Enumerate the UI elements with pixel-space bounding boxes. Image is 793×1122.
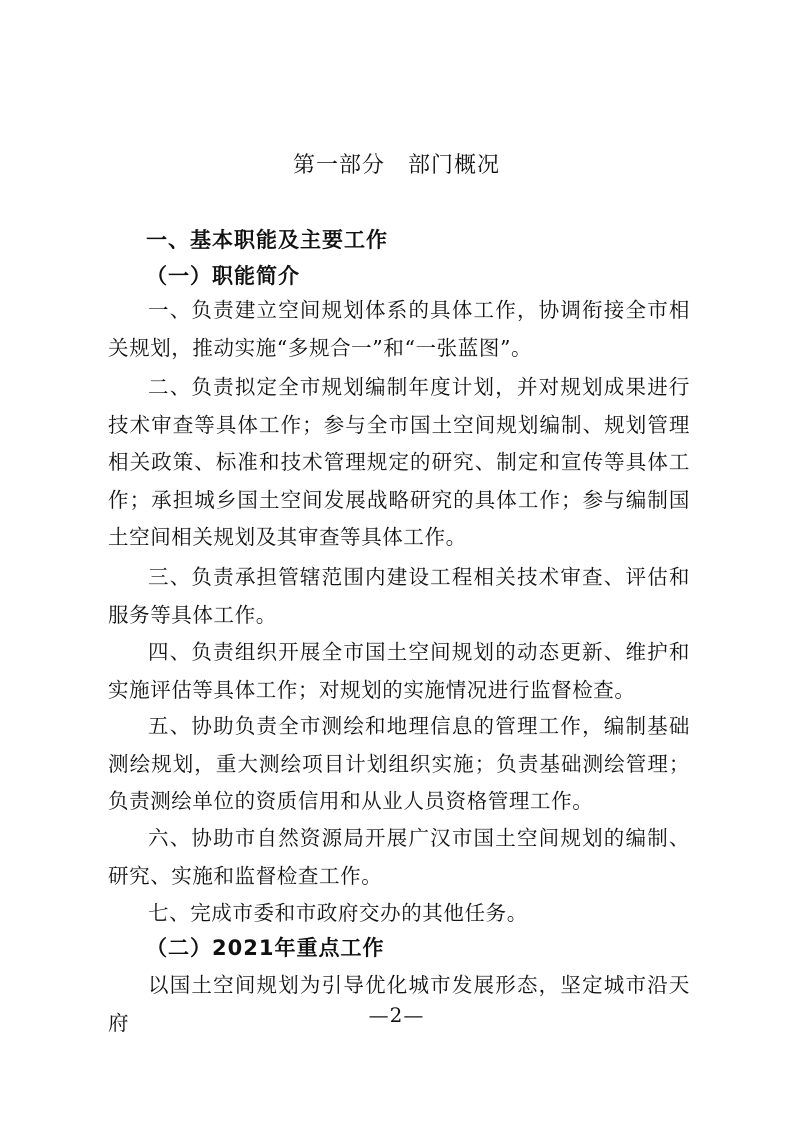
- paragraph-duty-6: 六、协助市自然资源局开展广汉市国土空间规划的编制、研究、实施和监督检查工作。: [108, 826, 690, 888]
- paragraph-key-work: 以国土空间规划为引导优化城市发展形态，坚定城市沿天府: [108, 973, 690, 1035]
- page-number: —2—: [368, 1003, 425, 1027]
- subsection-heading-functions: （一）职能简介: [146, 264, 300, 288]
- paragraph-duty-3: 三、负责承担管辖范围内建设工程相关技术审查、评估和服务等具体工作。: [108, 565, 690, 627]
- paragraph-duty-5: 五、协助负责全市测绘和地理信息的管理工作，编制基础测绘规划，重大测绘项目计划组织实施；负责基础测绘管理；负责测绘单位的资质信用和从业人员资格管理工作。: [108, 714, 690, 813]
- subsection-heading-key-work: （二）2021年重点工作: [146, 936, 385, 960]
- section-heading: 一、基本职能及主要工作: [146, 228, 388, 252]
- paragraph-duty-1: 一、负责建立空间规划体系的具体工作，协调衔接全市相关规划，推动实施“多规合一”和“一张蓝图”。: [108, 298, 690, 360]
- part-title: 第一部分 部门概况: [292, 153, 500, 178]
- paragraph-duty-7: 七、完成市委和市政府交办的其他任务。: [148, 901, 528, 925]
- paragraph-duty-2: 二、负责拟定全市规划编制年度计划，并对规划成果进行技术审查等具体工作；参与全市国土空间规划编制、规划管理相关政策、标准和技术管理规定的研究、制定和宣传等具体工作；承担城乡国土空间发展战略研究的具体工作；参与编制国土空间相关规划及其审查等具体工作。: [108, 375, 690, 549]
- paragraph-duty-4: 四、负责组织开展全市国土空间规划的动态更新、维护和实施评估等具体工作；对规划的实施情况进行监督检查。: [108, 640, 690, 702]
